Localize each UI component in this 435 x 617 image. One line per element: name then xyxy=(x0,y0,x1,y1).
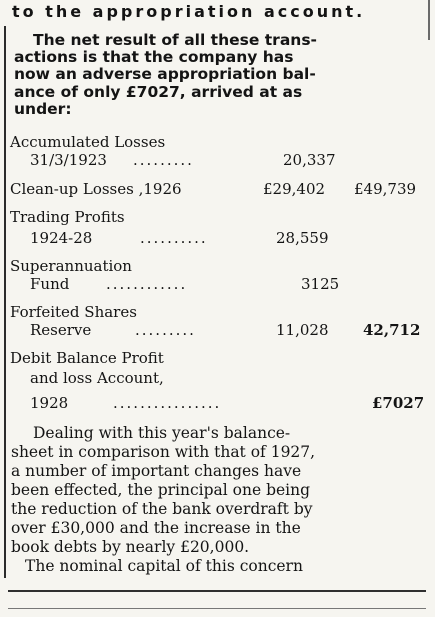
forfeited-shares-label: Forfeited Shares xyxy=(10,303,137,321)
para1-line-4: ance of only £7027, arrived at as xyxy=(14,83,303,101)
debit-balance-account: and loss Account, xyxy=(30,369,164,387)
para1-line-2: actions is that the company has xyxy=(14,48,294,66)
forfeited-shares-total: 42,712 xyxy=(363,321,421,339)
leader-dots: ......... xyxy=(135,321,196,339)
trading-profits-years: 1924-28 xyxy=(30,229,93,247)
cleanup-losses-total: £49,739 xyxy=(354,180,417,198)
intro-line: to the appropriation account. xyxy=(12,2,366,21)
para2-line-8: The nominal capital of this concern xyxy=(25,557,303,575)
cleanup-losses-amount: £29,402 xyxy=(263,180,326,198)
bottom-rule xyxy=(8,590,426,592)
para1-line-3: now an adverse appropriation bal- xyxy=(14,65,316,83)
forfeited-shares-reserve: Reserve xyxy=(30,321,92,339)
superannuation-label: Superannuation xyxy=(10,257,132,275)
leader-dots: .......... xyxy=(140,229,208,247)
column-left-rule xyxy=(4,26,6,578)
column-right-rule xyxy=(428,0,430,40)
leader-dots: ......... xyxy=(133,151,194,169)
debit-balance-total: £7027 xyxy=(372,394,425,412)
forfeited-shares-amount: 11,028 xyxy=(276,321,329,339)
para2-line-6: over £30,000 and the increase in the xyxy=(11,519,301,537)
para2-line-3: a number of important changes have xyxy=(11,462,302,480)
accumulated-losses-amount: 20,337 xyxy=(283,151,336,169)
leader-dots: ................ xyxy=(113,394,222,412)
para1-line-1: The net result of all these trans- xyxy=(33,31,317,49)
para2-line-2: sheet in comparison with that of 1927, xyxy=(11,443,316,461)
leader-dots: ............ xyxy=(106,275,188,293)
superannuation-fund: Fund xyxy=(30,275,70,293)
trading-profits-amount: 28,559 xyxy=(276,229,329,247)
para2-line-1: Dealing with this year's balance- xyxy=(33,424,291,442)
para1-line-5: under: xyxy=(14,100,72,118)
superannuation-amount: 3125 xyxy=(301,275,340,293)
cleanup-losses-label: Clean-up Losses ,1926 xyxy=(10,180,182,198)
para2-line-4: been effected, the principal one being xyxy=(11,481,311,499)
accumulated-losses-date: 31/3/1923 xyxy=(30,151,107,169)
accumulated-losses-label: Accumulated Losses xyxy=(10,133,166,151)
para2-line-7: book debts by nearly £20,000. xyxy=(11,538,250,556)
debit-balance-year: 1928 xyxy=(30,394,69,412)
bottom-rule-thin xyxy=(8,608,426,609)
trading-profits-label: Trading Profits xyxy=(10,208,125,226)
debit-balance-label: Debit Balance Profit xyxy=(10,349,164,367)
para2-line-5: the reduction of the bank overdraft by xyxy=(11,500,313,518)
